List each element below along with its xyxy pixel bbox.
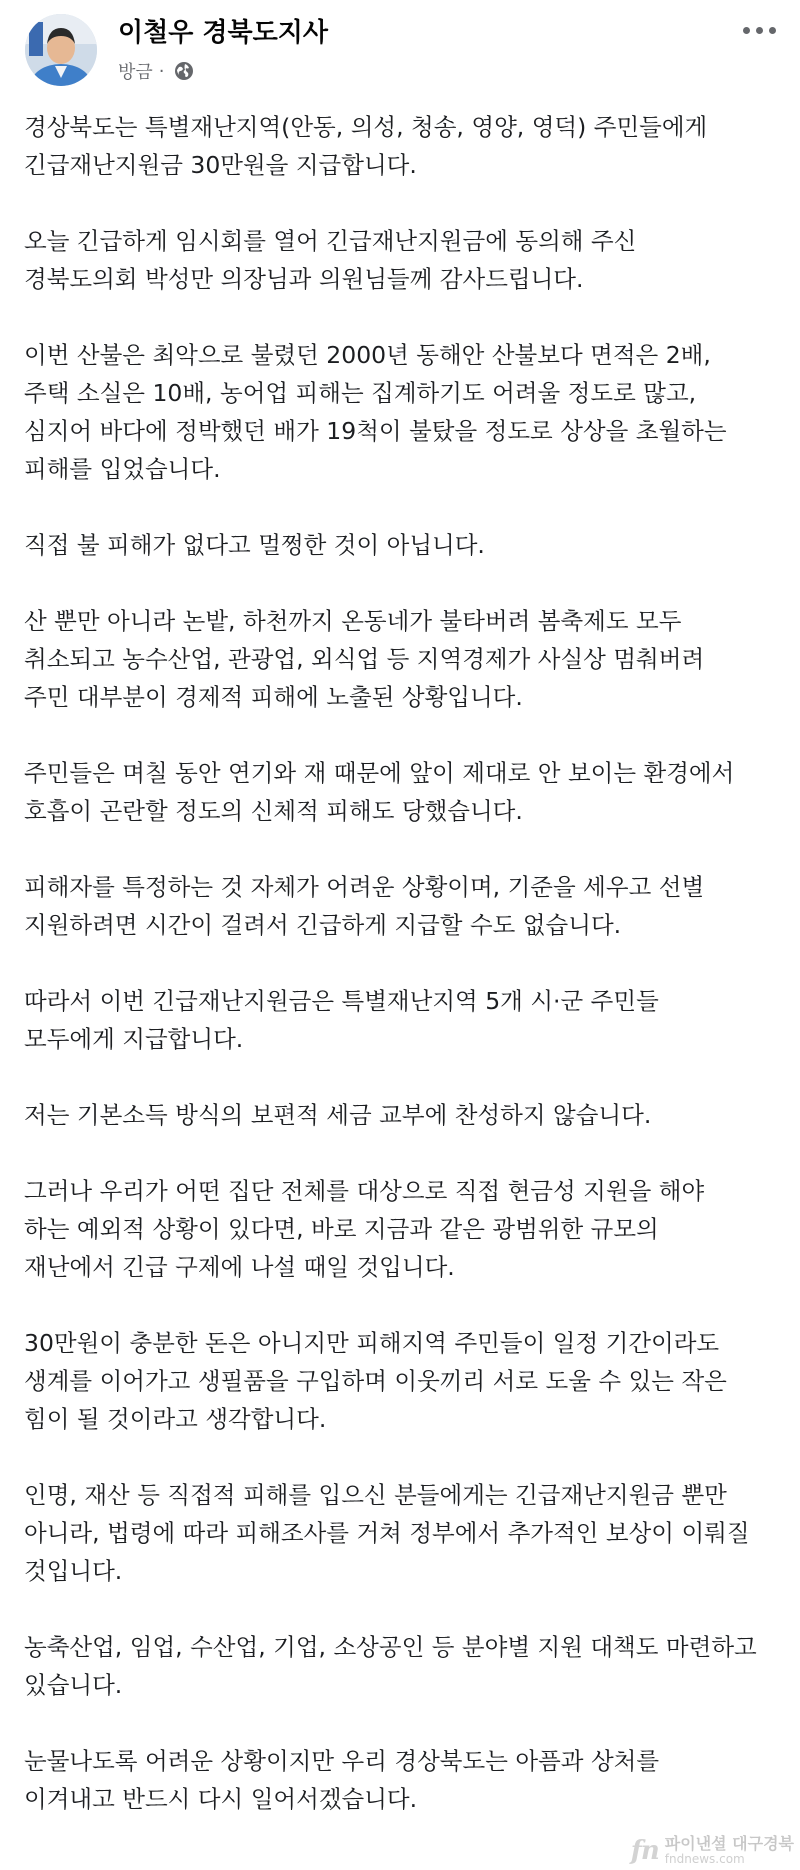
paragraph-line: 주민들은 며칠 동안 연기와 재 때문에 앞이 제대로 안 보이는 환경에서 (24, 759, 735, 787)
paragraph-line: 이번 산불은 최악으로 불렸던 2000년 동해안 산불보다 면적은 2배, (24, 341, 711, 369)
more-options-button[interactable] (736, 16, 782, 44)
post-paragraph (24, 222, 784, 298)
paragraph-line: 경북도의회 박성만 의장님과 의원님들께 감사드립니다. (24, 265, 584, 293)
paragraph-line: 눈물나도록 어려운 상황이지만 우리 경상북도는 아픔과 상처를 (24, 1747, 660, 1775)
paragraph-line: 따라서 이번 긴급재난지원금은 특별재난지역 5개 시·군 주민들 (24, 987, 659, 1015)
paragraph-line: 긴급재난지원금 30만원을 지급합니다. (24, 151, 417, 179)
post-body (24, 108, 784, 1856)
paragraph-line: 피해자를 특정하는 것 자체가 어려운 상황이며, 기준을 세우고 선별 (24, 873, 705, 901)
paragraph-line: 주민 대부분이 경제적 피해에 노출된 상황입니다. (24, 683, 523, 711)
paragraph-line: 있습니다. (24, 1671, 123, 1699)
post-paragraph (24, 982, 784, 1058)
post-paragraph (24, 108, 784, 184)
paragraph-line: 생계를 이어가고 생필품을 구입하며 이웃끼리 서로 도울 수 있는 작은 (24, 1367, 727, 1395)
author-avatar[interactable] (25, 14, 97, 86)
paragraph-line: 저는 기본소득 방식의 보편적 세금 교부에 찬성하지 않습니다. (24, 1101, 652, 1129)
paragraph-line: 그러나 우리가 어떤 집단 전체를 대상으로 직접 현금성 지원을 해야 (24, 1177, 705, 1205)
paragraph-line: 모두에게 지급합니다. (24, 1025, 244, 1053)
paragraph-line: 경상북도는 특별재난지역(안동, 의성, 청송, 영양, 영덕) 주민들에게 (24, 113, 708, 141)
watermark-url: fndnews.com (664, 1852, 745, 1867)
paragraph-line: 심지어 바다에 정박했던 배가 19척이 불탔을 정도로 상상을 초월하는 (24, 417, 727, 445)
paragraph-line: 오늘 긴급하게 임시회를 열어 긴급재난지원금에 동의해 주신 (24, 227, 637, 255)
paragraph-line: 이겨내고 반드시 다시 일어서겠습니다. (24, 1785, 418, 1813)
post-paragraph (24, 602, 784, 716)
paragraph-line: 30만원이 충분한 돈은 아니지만 피해지역 주민들이 일정 기간이라도 (24, 1329, 720, 1357)
post-header (0, 0, 800, 98)
paragraph-line: 아니라, 법령에 따라 피해조사를 거쳐 정부에서 추가적인 보상이 이뤄질 (24, 1519, 750, 1547)
post-paragraph (24, 1324, 784, 1438)
watermark (631, 1836, 794, 1866)
watermark-logo: fn (630, 1836, 659, 1866)
meta-separator: · (158, 60, 165, 82)
post-paragraph (24, 1172, 784, 1286)
watermark-text: 파이낸셜 대구경북 (664, 1834, 794, 1854)
more-options-icon (743, 27, 750, 34)
post-paragraph (24, 1628, 784, 1704)
paragraph-line: 힘이 될 것이라고 생각합니다. (24, 1405, 327, 1433)
post-paragraph (24, 336, 784, 488)
paragraph-line: 하는 예외적 상황이 있다면, 바로 지금과 같은 광범위한 규모의 (24, 1215, 659, 1243)
post-paragraph (24, 754, 784, 830)
paragraph-line: 산 뿐만 아니라 논밭, 하천까지 온동네가 불타버려 봄축제도 모두 (24, 607, 682, 635)
post-paragraph (24, 526, 784, 564)
paragraph-line: 주택 소실은 10배, 농어업 피해는 집계하기도 어려울 정도로 많고, (24, 379, 697, 407)
post-timestamp[interactable]: 방금 (118, 62, 153, 83)
globe-icon[interactable] (173, 60, 195, 82)
paragraph-line: 지원하려면 시간이 걸려서 긴급하게 지급할 수도 없습니다. (24, 911, 622, 939)
author-name[interactable]: 이철우 경북도지사 (118, 18, 328, 48)
paragraph-line: 취소되고 농수산업, 관광업, 외식업 등 지역경제가 사실상 멈춰버려 (24, 645, 705, 673)
paragraph-line: 피해를 입었습니다. (24, 455, 221, 483)
paragraph-line: 호흡이 곤란할 정도의 신체적 피해도 당했습니다. (24, 797, 523, 825)
paragraph-line: 농축산업, 임업, 수산업, 기업, 소상공인 등 분야별 지원 대책도 마련하고 (24, 1633, 757, 1661)
post-meta (118, 58, 195, 84)
post-paragraph (24, 1096, 784, 1134)
paragraph-line: 인명, 재산 등 직접적 피해를 입으신 분들에게는 긴급재난지원금 뿐만 (24, 1481, 727, 1509)
post-paragraph (24, 1742, 784, 1818)
paragraph-line: 것입니다. (24, 1557, 123, 1585)
paragraph-line: 직접 불 피해가 없다고 멀쩡한 것이 아닙니다. (24, 531, 485, 559)
post-paragraph (24, 868, 784, 944)
post-paragraph (24, 1476, 784, 1590)
paragraph-line: 재난에서 긴급 구제에 나설 때일 것입니다. (24, 1253, 455, 1281)
